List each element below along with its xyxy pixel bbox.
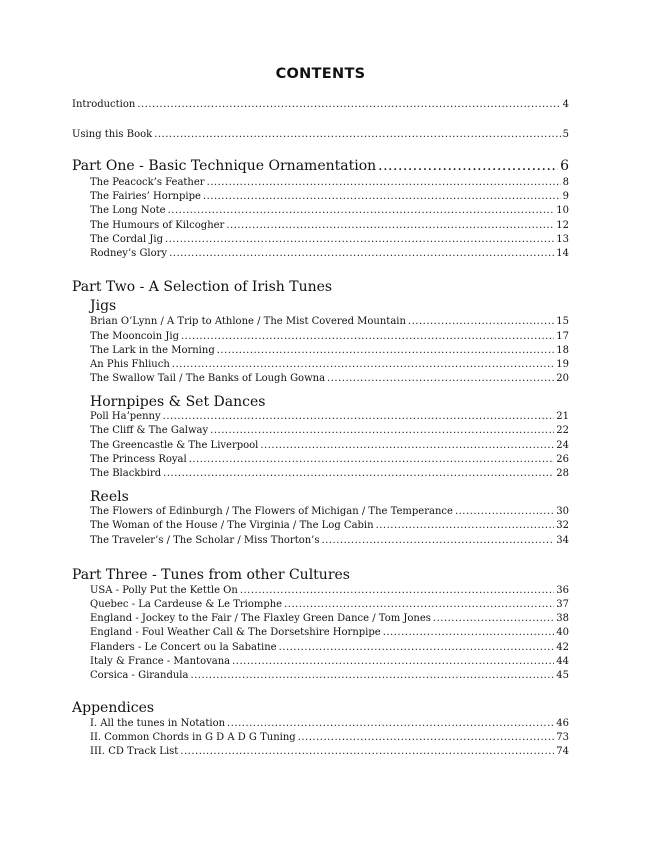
dot-leader (203, 191, 561, 202)
toc-entry (90, 535, 569, 546)
toc-entry (90, 585, 569, 596)
entry-page: 20 (556, 373, 569, 384)
entry-title: The Cordal Jig (90, 234, 164, 245)
entry-page: 21 (556, 411, 569, 422)
toc-part-two: Part Two - A Selection of Irish Tunes (72, 279, 333, 295)
dot-leader (298, 732, 555, 743)
toc-entry (90, 599, 569, 610)
toc-entry (90, 316, 569, 327)
section-heading-reels: Reels (90, 489, 129, 505)
entry-title: The Flowers of Edinburgh / The Flowers of Michigan / The Temperance (90, 506, 453, 517)
entry-title: USA - Polly Put the Kettle On (90, 585, 238, 596)
dot-leader (217, 345, 555, 356)
dot-leader (279, 642, 555, 653)
toc-entry (90, 331, 569, 342)
entry-title: England - Jockey to the Fair / The Flaxley Green Dance / Tom Jones (90, 613, 431, 624)
dot-leader (433, 613, 554, 624)
entry-page: 13 (556, 234, 569, 245)
entry-page: 24 (556, 440, 569, 451)
toc-entry (90, 359, 569, 370)
entry-title: The Swallow Tail / The Banks of Lough Gowna (90, 373, 326, 384)
dot-leader (181, 331, 554, 342)
dot-leader (154, 129, 560, 140)
entry-page: 42 (556, 642, 569, 653)
entry-page: 73 (556, 732, 569, 743)
entry-page: 74 (556, 746, 569, 757)
dot-leader (383, 627, 555, 638)
dot-leader (232, 656, 554, 667)
entry-page: 46 (556, 718, 569, 729)
entry-page: 5 (562, 129, 569, 140)
part-page: 6 (560, 158, 569, 174)
entry-title: England - Foul Weather Call & The Dorsetshire Hornpipe (90, 627, 381, 638)
toc-entry (90, 746, 569, 757)
entry-title: Corsica - Girandula (90, 670, 189, 681)
entry-page: 34 (556, 535, 569, 546)
entry-page: 36 (556, 585, 569, 596)
entry-title: The Fairies’ Hornpipe (90, 191, 201, 202)
toc-entry (90, 234, 569, 245)
entry-page: 17 (556, 331, 569, 342)
dot-leader (227, 718, 554, 729)
dot-leader (210, 425, 554, 436)
dot-leader (260, 440, 554, 451)
toc-entry-using-this-book (72, 129, 569, 140)
dot-leader (190, 670, 554, 681)
entry-page: 8 (562, 177, 569, 188)
entry-title: Flanders - Le Concert ou la Sabatine (90, 642, 277, 653)
toc-appendices: Appendices (72, 700, 155, 716)
toc-part-one (72, 158, 569, 174)
entry-title: The Long Note (90, 205, 166, 216)
dot-leader (408, 316, 554, 327)
toc-entry (90, 454, 569, 465)
entry-title: The Peacock’s Feather (90, 177, 205, 188)
toc-entry (90, 248, 569, 259)
entry-page: 30 (556, 506, 569, 517)
part-title: Part One - Basic Technique Ornamentation (72, 158, 377, 174)
section-heading-jigs: Jigs (90, 298, 117, 314)
toc-entry (90, 468, 569, 479)
toc-entry (90, 191, 569, 202)
dot-leader (168, 205, 555, 216)
toc-entry (90, 656, 569, 667)
page-title: CONTENTS (275, 66, 366, 82)
toc-entry (90, 520, 569, 531)
toc-entry (90, 627, 569, 638)
entry-title: Quebec - La Cardeuse & Le Triomphe (90, 599, 283, 610)
dot-leader (327, 373, 554, 384)
entry-page: 15 (556, 316, 569, 327)
entry-page: 14 (556, 248, 569, 259)
toc-entry (90, 177, 569, 188)
entry-page: 26 (556, 454, 569, 465)
toc-entry (90, 205, 569, 216)
toc-entry (90, 220, 569, 231)
toc-entry (90, 425, 569, 436)
dot-leader (163, 468, 554, 479)
entry-page: 45 (556, 670, 569, 681)
dot-leader (226, 220, 554, 231)
dot-leader (378, 158, 558, 174)
dot-leader (322, 535, 555, 546)
entry-page: 10 (556, 205, 569, 216)
entry-page: 22 (556, 425, 569, 436)
dot-leader (189, 454, 555, 465)
entry-page: 38 (556, 613, 569, 624)
dot-leader (163, 411, 555, 422)
entry-title: The Cliff & The Galway (90, 425, 209, 436)
dot-leader (376, 520, 555, 531)
dot-leader (172, 359, 554, 370)
entry-page: 40 (556, 627, 569, 638)
entry-title: The Blackbird (90, 468, 162, 479)
toc-entry (90, 642, 569, 653)
entry-page: 12 (556, 220, 569, 231)
toc-part-three: Part Three - Tunes from other Cultures (72, 567, 350, 583)
toc-entry (90, 670, 569, 681)
toc-entry (90, 440, 569, 451)
entry-title: Using this Book (72, 129, 153, 140)
entry-title: III. CD Track List (90, 746, 179, 757)
entry-title: Rodney’s Glory (90, 248, 168, 259)
entry-page: 19 (556, 359, 569, 370)
entry-page: 44 (556, 656, 569, 667)
entry-title: Italy & France - Mantovana (90, 656, 231, 667)
entry-title: II. Common Chords in G D A D G Tuning (90, 732, 296, 743)
section-heading-hornpipes: Hornpipes & Set Dances (90, 394, 266, 410)
toc-entry (90, 345, 569, 356)
toc-entry (90, 732, 569, 743)
entry-title: The Greencastle & The Liverpool (90, 440, 259, 451)
dot-leader (207, 177, 561, 188)
entry-page: 4 (562, 99, 569, 110)
toc-entry (90, 506, 569, 517)
dot-leader (284, 599, 554, 610)
entry-page: 28 (556, 468, 569, 479)
entry-page: 37 (556, 599, 569, 610)
entry-title: Brian O’Lynn / A Trip to Athlone / The Mist Covered Mountain (90, 316, 406, 327)
entry-title: The Humours of Kilcogher (90, 220, 225, 231)
dot-leader (169, 248, 554, 259)
entry-title: Introduction (72, 99, 136, 110)
entry-title: The Traveler’s / The Scholar / Miss Thorton’s (90, 535, 320, 546)
entry-title: The Mooncoin Jig (90, 331, 179, 342)
entry-page: 9 (562, 191, 569, 202)
entry-title: Poll Ha’penny (90, 411, 161, 422)
dot-leader (137, 99, 560, 110)
entry-title: I. All the tunes in Notation (90, 718, 226, 729)
entry-page: 18 (556, 345, 569, 356)
toc-entry (90, 373, 569, 384)
entry-title: The Princess Royal (90, 454, 187, 465)
toc-entry (90, 718, 569, 729)
entry-page: 32 (556, 520, 569, 531)
dot-leader (180, 746, 554, 757)
entry-title: The Woman of the House / The Virginia / The Log Cabin (90, 520, 374, 531)
toc-entry-introduction (72, 99, 569, 110)
dot-leader (240, 585, 554, 596)
entry-title: The Lark in the Morning (90, 345, 215, 356)
toc-entry (90, 411, 569, 422)
toc-entry (90, 613, 569, 624)
dot-leader (455, 506, 554, 517)
entry-title: An Phis Fhliuch (90, 359, 170, 370)
dot-leader (165, 234, 554, 245)
